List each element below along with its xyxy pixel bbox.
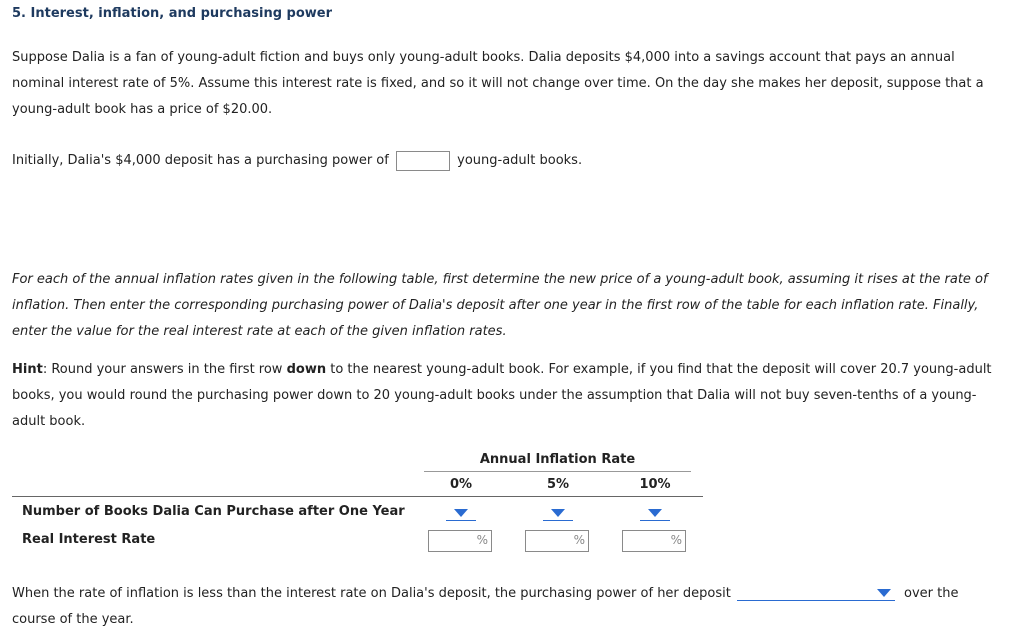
- percent-symbol: %: [573, 533, 585, 547]
- hint-line-2: books, you would round the purchasing power down to 20 young-adult books under the assumption that Dalia will not buy seven-tenths of a young-: [12, 388, 977, 403]
- instructions-line-2: inflation. Then enter the corresponding purchasing power of Dalia's deposit after one year in the first row of the table for each inflation rate. Finally,: [12, 298, 979, 313]
- conclusion-text-after: over the: [904, 586, 959, 601]
- page-title: 5. Interest, inflation, and purchasing power: [12, 6, 333, 21]
- dropdown-arrow-icon: [551, 509, 565, 517]
- hint-paragraph: [12, 357, 1007, 435]
- row-label-real-rate: Real Interest Rate: [22, 532, 156, 547]
- table-group-header: Annual Inflation Rate: [479, 452, 636, 467]
- intro-line-3: young-adult book has a price of $20.00.: [12, 102, 273, 117]
- hint-part-1: : Round your answers in the first row: [42, 362, 287, 377]
- instructions-line-1: For each of the annual inflation rates given in the following table, first determine the new price of a young-adult book, assuming it rises at the rate of: [12, 272, 988, 287]
- column-header-0pct: 0%: [449, 477, 473, 492]
- intro-line-1: Suppose Dalia is a fan of young-adult fiction and buys only young-adult books. Dalia deposits $4,000 into a savings account that pays an annual: [12, 50, 955, 65]
- conclusion-paragraph: [12, 581, 1007, 633]
- initial-purchasing-power-input[interactable]: [396, 151, 450, 171]
- dropdown-underline: [737, 600, 895, 601]
- hint-line-3: adult book.: [12, 414, 86, 429]
- dropdown-arrow-icon: [648, 509, 662, 517]
- real-rate-input-10pct[interactable]: [622, 530, 686, 552]
- row-label-books: Number of Books Dalia Can Purchase after One Year: [22, 504, 405, 519]
- intro-line-2: nominal interest rate of 5%. Assume this interest rate is fixed, and so it will not change over time. On the day she makes her deposit, suppose that a: [12, 76, 984, 91]
- column-header-5pct: 5%: [546, 477, 570, 492]
- initial-question: [12, 148, 1007, 174]
- intro-paragraph: [12, 45, 1007, 123]
- dropdown-arrow-icon: [454, 509, 468, 517]
- dropdown-underline: [543, 520, 573, 521]
- instructions-paragraph: [12, 267, 1007, 345]
- percent-symbol: %: [670, 533, 682, 547]
- hint-part-2: to the nearest young-adult book. For example, if you find that the deposit will cover 20.7 young-adult: [326, 362, 992, 377]
- conclusion-line-2: course of the year.: [12, 612, 134, 627]
- real-rate-input-0pct[interactable]: [428, 530, 492, 552]
- instructions-line-3: enter the value for the real interest rate at each of the given inflation rates.: [12, 324, 507, 339]
- real-rate-input-5pct[interactable]: [525, 530, 589, 552]
- percent-symbol: %: [476, 533, 488, 547]
- group-header-rule: [424, 471, 691, 472]
- initial-text-after: young-adult books.: [457, 153, 583, 168]
- hint-bold-down: down: [286, 362, 327, 377]
- dropdown-underline: [446, 520, 476, 521]
- dropdown-arrow-icon: [877, 589, 891, 597]
- conclusion-text-before: When the rate of inflation is less than the interest rate on Dalia's deposit, the purchasing power of her deposit: [12, 586, 731, 601]
- hint-label: Hint: [12, 362, 43, 377]
- column-header-rule: [12, 496, 703, 497]
- initial-text-before: Initially, Dalia's $4,000 deposit has a purchasing power of: [12, 153, 389, 168]
- dropdown-underline: [640, 520, 670, 521]
- column-header-10pct: 10%: [639, 477, 671, 492]
